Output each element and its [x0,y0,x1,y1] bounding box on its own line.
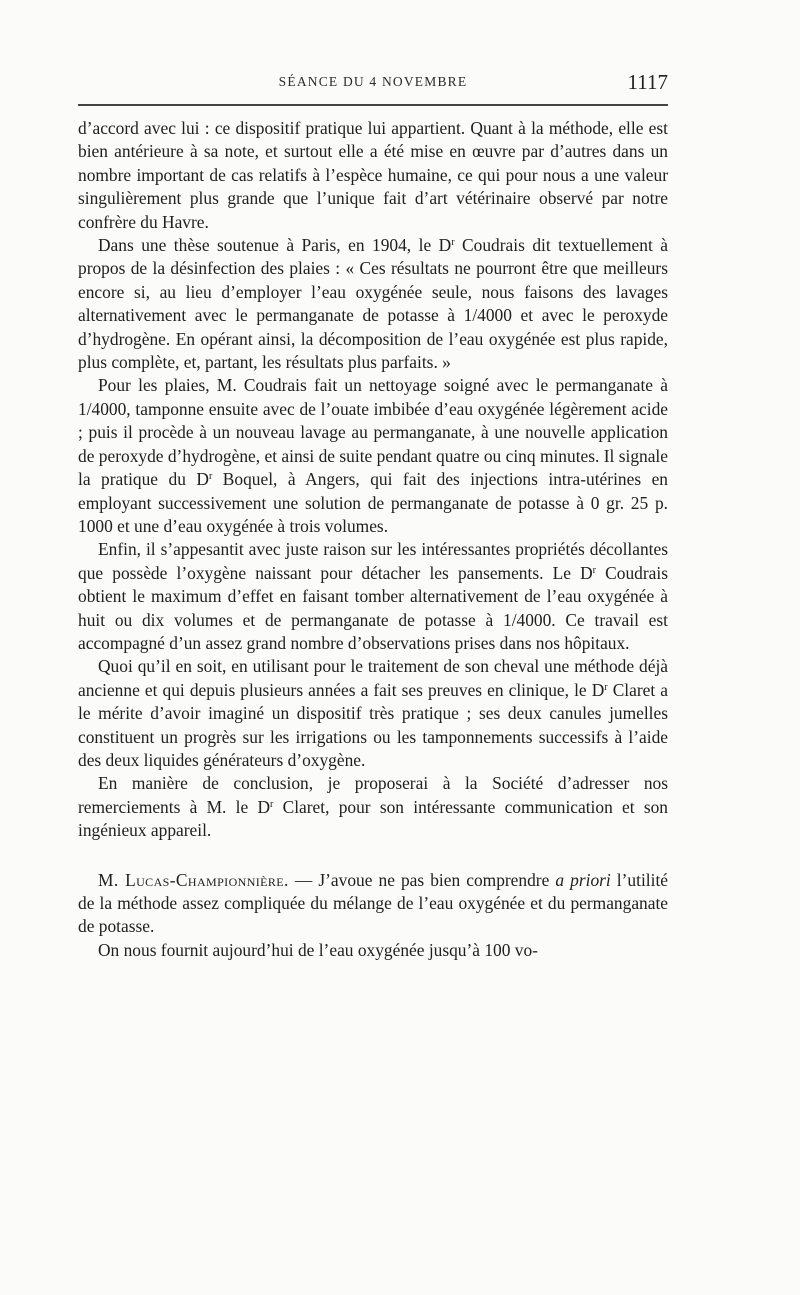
paragraph-text: En manière de conclusion, je proposerai à la Société d’adresser nos remerciements à M. le D [78,773,668,817]
paragraph-wound-treatment [78,374,668,538]
superscript-r: r [592,564,597,576]
paragraph-text: Dans une thèse soutenue à Paris, en 1904, le D [98,235,452,256]
body-text [78,117,668,962]
running-header [78,70,668,98]
paragraph-continuation: d’accord avec lui : ce dispositif pratique lui appartient. Quant à la méthode, elle est bien antérieure à sa note, et surtout elle a été mise en œuvre par d’autres dans un nombre important de cas relatifs à l’espèce humaine, ce qui pour nous a une valeur singulièrement plus grande que l’unique fait d’art vétérinaire observé par notre confrère du Havre. [78,118,668,232]
paragraph-text: Coudrais obtient le maximum d’effet en faisant tomber alternativement de l’eau oxygénée à huit ou dix volumes et de permanganate de potasse à 1/4000. Ce travail est accompagné d’un assez grand nombre d’observations prises dans nos hôpitaux. [78,562,668,653]
paragraph-conclusion [78,772,668,842]
paragraph-text: Pour les plaies, M. Coudrais fait un nettoyage soigné avec le permanganate à 1/4000, tamponne ensuite avec de l’ouate imbibée d’eau oxygénée légèrement acide ; puis il procède à un nouveau lavage au permanganate, à une nouvelle application de peroxyde d’hydrogène, et ainsi de suite pendant quatre ou cinq minutes. Il signale la pratique du D [78,375,668,490]
paragraph-text: Claret, pour son intéressante communication et son ingénieux appareil. [78,796,668,841]
paragraph-claret-method [78,655,668,772]
running-title: SÉANCE DU 4 NOVEMBRE [278,74,468,89]
superscript-r: r [208,471,213,483]
em-dash: — [288,869,319,890]
speaker-name: M. Lucas-Championnière. [98,869,289,890]
superscript-r: r [451,237,455,249]
header-rule [78,104,668,106]
paragraph-text: Coudrais dit textuellement à propos de la désinfection des plaies : « Ces résultats ne pourront être que meilleurs encore si, au lieu d’employer l’eau oxygénée seule, nous faisons des lavages alternativement avec le permanganate de potasse à 1/4000 et avec le peroxyde d’hydrogène. En opérant ainsi, la décomposition de l’eau oxygénée est plus rapide, plus complète, et, partant, les résultats plus parfaits. » [78,235,668,373]
paragraph-text: Claret a le mérite d’avoir imaginé un dispositif très pratique ; ses deux canules jumelles constituent un progrès sur les irrigations ou les tamponnements successifs à l’aide des deux liquides générateurs d’oxygène. [78,679,669,770]
paragraph-discussion [78,869,668,939]
paragraph-text: Quoi qu’il en soit, en utilisant pour le traitement de son cheval une méthode déjà ancienne et qui depuis plusieurs années a fait ses preuves en clinique, le D [78,656,668,700]
section-spacer [78,843,668,869]
italic-phrase: a priori [555,869,611,890]
superscript-r: r [270,798,274,810]
paragraph-text: Enfin, il s’appesantit avec juste raison sur les intéressantes propriétés décollantes que possède l’oxygène naissant pour détacher les pansements. Le D [78,539,668,583]
superscript-r: r [604,681,608,693]
paragraph-oxygen-properties [78,538,668,655]
page-number: 1117 [627,70,668,94]
paragraph-text: J’avoue ne pas bien comprendre [318,869,556,890]
paragraph-text: Boquel, à Angers, qui fait des injections intra-utérines en employant successivement une solution de permanganate de potasse à 0 gr. 25 p. 1000 et une d’eau oxygénée à trois volumes. [78,469,668,536]
paragraph-text: l’utilité de la méthode assez compliquée du mélange de l’eau oxygénée et du permanganate de potasse. [78,869,669,937]
paragraph-last-line: On nous fournit aujourd’hui de l’eau oxygénée jusqu’à 100 vo- [98,939,538,960]
paragraph-coudrais-thesis [78,234,668,374]
